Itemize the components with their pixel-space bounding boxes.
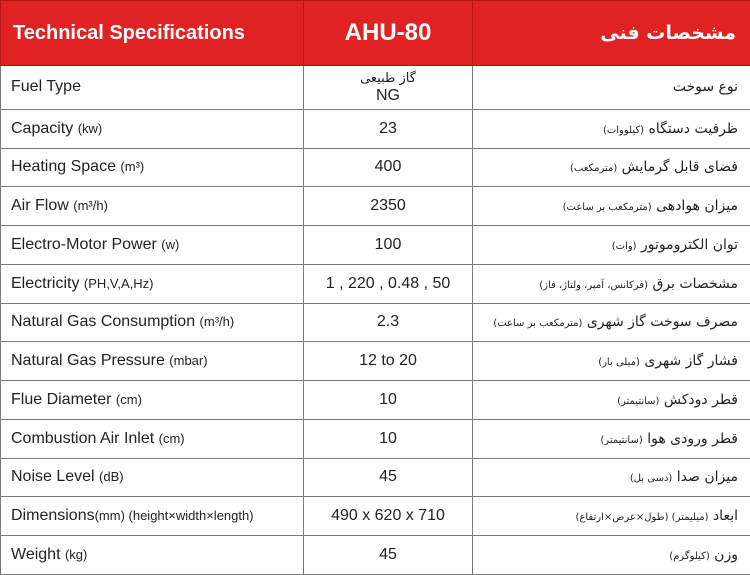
english-title: Technical Specifications — [1, 1, 304, 66]
row-value: 45 — [304, 536, 473, 575]
row-label-fa: میزان صدا (دسی بل) — [473, 458, 750, 497]
row-value: 10 — [304, 381, 473, 420]
row-label-en: Weight (kg) — [1, 536, 304, 575]
row-value: 1 , 220 , 0.48 , 50 — [304, 264, 473, 303]
table-row — [1, 187, 750, 226]
table-row — [1, 148, 750, 187]
row-label-fa: ابعاد (میلیمتر) (طول×عرض×ارتفاع) — [473, 497, 750, 536]
model-title: AHU-80 — [304, 1, 473, 66]
row-label-en: Combustion Air Inlet (cm) — [1, 419, 304, 458]
row-label-en: Capacity (kw) — [1, 109, 304, 148]
row-value: 2.3 — [304, 303, 473, 342]
row-label-fa: فشار گاز شهری (میلی بار) — [473, 342, 750, 381]
table-row — [1, 381, 750, 420]
row-label-en: Noise Level (dB) — [1, 458, 304, 497]
row-value: 45 — [304, 458, 473, 497]
row-value: 23 — [304, 109, 473, 148]
row-label-en: Heating Space (m³) — [1, 148, 304, 187]
row-value: 10 — [304, 419, 473, 458]
row-label-en: Fuel Type — [1, 66, 304, 110]
row-label-fa: میزان هوادهی (مترمکعب بر ساعت) — [473, 187, 750, 226]
table-row — [1, 303, 750, 342]
row-label-fa: وزن (کیلوگرم) — [473, 536, 750, 575]
table-row — [1, 109, 750, 148]
row-value: 490 x 620 x 710 — [304, 497, 473, 536]
table-row — [1, 264, 750, 303]
row-label-en: Flue Diameter (cm) — [1, 381, 304, 420]
row-label-fa: مصرف سوخت گاز شهری (مترمکعب بر ساعت) — [473, 303, 750, 342]
row-label-en: Dimensions(mm) (height×width×length) — [1, 497, 304, 536]
header-row — [1, 1, 750, 66]
row-label-fa: قطر ورودی هوا (سانتیمتر) — [473, 419, 750, 458]
table-row — [1, 536, 750, 575]
row-label-fa: توان الکتروموتور (وات) — [473, 226, 750, 265]
table-row — [1, 342, 750, 381]
row-label-fa: فضای قابل گرمایش (مترمکعب) — [473, 148, 750, 187]
row-label-fa: نوع سوخت — [473, 66, 750, 110]
row-value: 400 — [304, 148, 473, 187]
row-label-en: Air Flow (m³/h) — [1, 187, 304, 226]
table-row — [1, 226, 750, 265]
row-value: 100 — [304, 226, 473, 265]
table-row — [1, 66, 750, 110]
table-row — [1, 419, 750, 458]
row-label-fa: ظرفیت دستگاه (کیلووات) — [473, 109, 750, 148]
row-label-en: Natural Gas Consumption (m³/h) — [1, 303, 304, 342]
row-value: 2350 — [304, 187, 473, 226]
table-row — [1, 497, 750, 536]
row-label-fa: مشخصات برق (فرکانس، آمپر، ولتاژ، فاز) — [473, 264, 750, 303]
table-row — [1, 458, 750, 497]
row-label-en: Electricity (PH,V,A,Hz) — [1, 264, 304, 303]
row-value: گاز طبیعی NG — [304, 66, 473, 110]
row-label-fa: قطر دودکش (سانتیمتر) — [473, 381, 750, 420]
persian-title: مشخصات فنی — [473, 1, 750, 66]
row-label-en: Natural Gas Pressure (mbar) — [1, 342, 304, 381]
row-value: 12 to 20 — [304, 342, 473, 381]
row-label-en: Electro-Motor Power (w) — [1, 226, 304, 265]
